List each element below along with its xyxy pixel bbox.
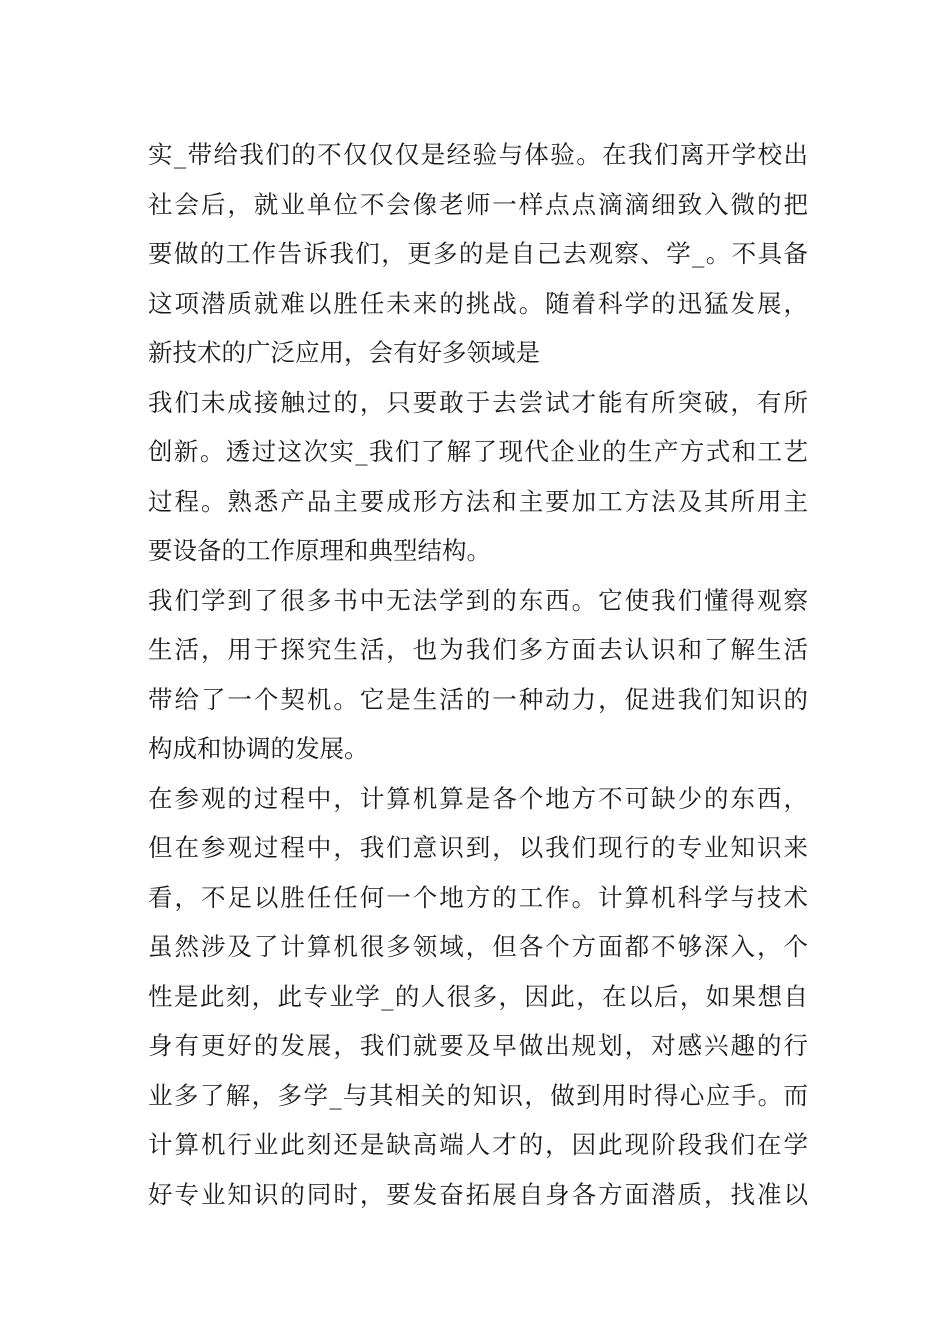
text-line: 看，不足以胜任任何一个地方的工作。计算机科学与技术 bbox=[148, 882, 808, 912]
text-line: 但在参观过程中，我们意识到，以我们现行的专业知识来 bbox=[148, 833, 808, 862]
text-line: 新技术的广泛应用，会有好多领域是 bbox=[148, 338, 540, 367]
text-line: 生活，用于探究生活，也为我们多方面去认识和了解生活 bbox=[148, 635, 808, 664]
text-line: 社会后，就业单位不会像老师一样点点滴滴细致入微的把 bbox=[148, 189, 808, 219]
text-line: 虽然涉及了计算机很多领域，但各个方面都不够深入，个 bbox=[148, 932, 808, 961]
text-line: 构成和协调的发展。 bbox=[148, 734, 369, 763]
paragraph-2 bbox=[148, 378, 808, 576]
text-line: 这项潜质就难以胜任未来的挑战。随着科学的迅猛发展， bbox=[148, 288, 808, 318]
text-line: 要做的工作告诉我们，更多的是自己去观察、学_。不具备 bbox=[148, 239, 808, 268]
text-line: 性是此刻，此专业学_的人很多，因此，在以后，如果想自 bbox=[148, 981, 808, 1011]
paragraph-3 bbox=[148, 576, 808, 774]
text-line: 计算机行业此刻还是缺高端人才的，因此现阶段我们在学 bbox=[148, 1130, 808, 1159]
paragraph-1 bbox=[148, 130, 808, 378]
text-line: 创新。透过这次实_我们了解了现代企业的生产方式和工艺 bbox=[148, 437, 808, 466]
text-line: 要设备的工作原理和典型结构。 bbox=[148, 536, 491, 565]
document-body bbox=[148, 130, 808, 1219]
paragraph-4 bbox=[148, 774, 808, 1220]
text-line: 在参观的过程中，计算机算是各个地方不可缺少的东西， bbox=[148, 783, 808, 813]
text-line: 我们学到了很多书中无法学到的东西。它使我们懂得观察 bbox=[148, 585, 808, 615]
text-line: 好专业知识的同时，要发奋拓展自身各方面潜质，找准以 bbox=[148, 1179, 808, 1209]
text-line: 身有更好的发展，我们就要及早做出规划，对感兴趣的行 bbox=[148, 1031, 808, 1060]
text-line: 过程。熟悉产品主要成形方法和主要加工方法及其所用主 bbox=[148, 486, 808, 516]
text-line: 业多了解，多学_与其相关的知识，做到用时得心应手。而 bbox=[148, 1080, 808, 1110]
text-line: 实_带给我们的不仅仅仅是经验与体验。在我们离开学校出 bbox=[148, 140, 808, 169]
text-line: 我们未成接触过的，只要敢于去尝试才能有所突破，有所 bbox=[148, 387, 808, 417]
text-line: 带给了一个契机。它是生活的一种动力，促进我们知识的 bbox=[148, 684, 808, 714]
